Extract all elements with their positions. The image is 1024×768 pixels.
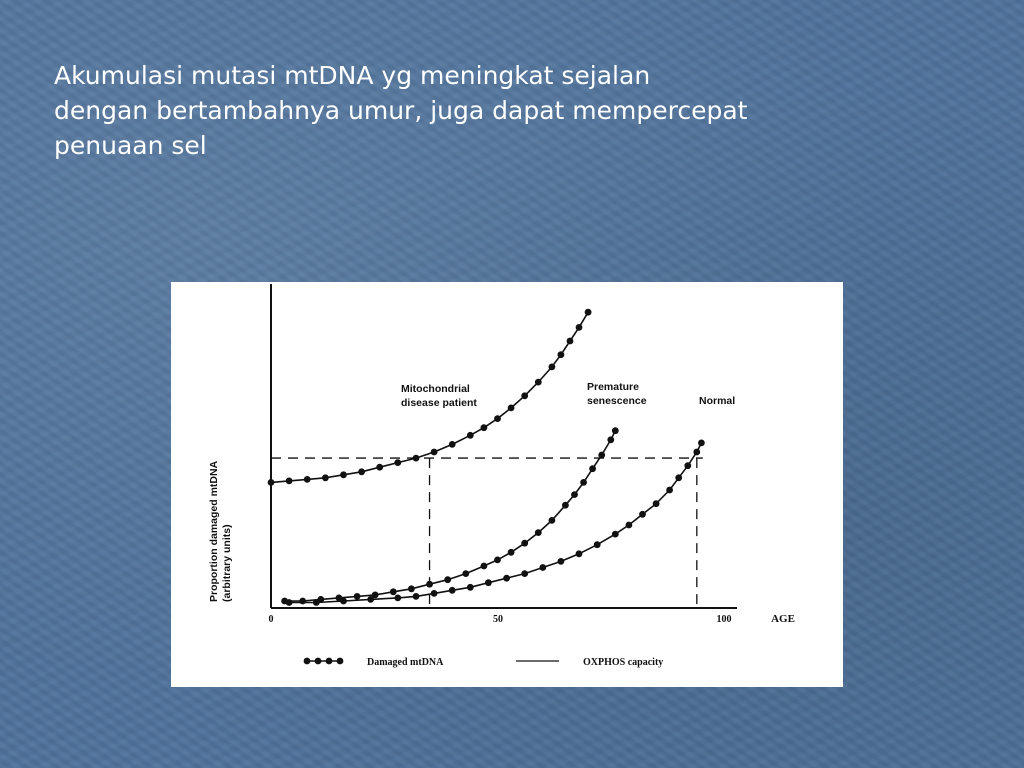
data-point-premature — [612, 427, 619, 434]
data-point-disease — [340, 471, 347, 478]
data-point-disease — [549, 364, 556, 371]
series-label-disease-line-2: disease patient — [401, 397, 477, 409]
data-point-normal — [693, 449, 700, 456]
data-point-disease — [286, 478, 293, 485]
y-axis-label-line-2: (arbitrary units) — [221, 524, 233, 602]
data-point-normal — [286, 599, 293, 606]
data-point-normal — [413, 593, 420, 600]
legend-dot — [315, 658, 322, 665]
data-point-premature — [571, 491, 578, 498]
data-point-disease — [268, 479, 275, 486]
data-point-disease — [358, 468, 365, 475]
series-label-premature-line-1: Premature — [587, 381, 639, 393]
data-point-normal — [684, 462, 691, 469]
data-point-premature — [580, 479, 587, 486]
data-point-premature — [521, 540, 528, 547]
slide-title-line-1: Akumulasi mutasi mtDNA yg meningkat sejalan — [54, 61, 651, 90]
data-point-disease — [431, 449, 438, 456]
x-tick-100: 100 — [716, 614, 732, 625]
data-point-premature — [535, 529, 542, 536]
data-point-disease — [376, 464, 383, 471]
data-point-normal — [626, 522, 633, 529]
series-normal — [286, 440, 705, 606]
data-point-disease — [567, 338, 574, 345]
data-point-normal — [367, 596, 374, 603]
data-point-normal — [639, 511, 646, 518]
data-point-premature — [481, 563, 488, 570]
data-point-normal — [539, 564, 546, 571]
data-point-normal — [653, 500, 660, 507]
data-point-disease — [322, 474, 329, 481]
data-point-normal — [521, 570, 528, 577]
series-label-normal: Normal — [699, 395, 736, 407]
data-point-normal — [485, 579, 492, 586]
data-point-normal — [594, 541, 601, 548]
data-point-premature — [354, 593, 361, 600]
data-point-normal — [340, 598, 347, 605]
data-point-normal — [675, 474, 682, 481]
data-point-premature — [444, 576, 451, 583]
data-point-premature — [426, 581, 433, 588]
data-point-disease — [576, 324, 583, 331]
data-point-premature — [562, 502, 569, 509]
legend-label-oxphos: OXPHOS capacity — [583, 657, 664, 668]
series-premature — [281, 427, 619, 604]
data-point-premature — [299, 598, 306, 605]
data-point-disease — [413, 455, 420, 462]
data-point-premature — [598, 452, 605, 459]
data-point-normal — [449, 587, 456, 594]
data-point-disease — [304, 476, 311, 483]
legend-dot — [326, 658, 333, 665]
data-point-disease — [481, 424, 488, 431]
legend-dotted-line — [304, 658, 344, 665]
data-point-disease — [508, 405, 515, 412]
data-point-premature — [408, 585, 415, 592]
data-point-normal — [612, 531, 619, 538]
x-axis-label: AGE — [771, 613, 795, 625]
series-line-normal — [289, 443, 701, 603]
data-point-disease — [521, 392, 528, 399]
chart-axes — [271, 284, 737, 608]
data-point-disease — [494, 415, 501, 422]
legend-dot — [304, 658, 311, 665]
data-point-normal — [576, 550, 583, 557]
series-line-premature — [285, 431, 616, 601]
data-point-disease — [535, 379, 542, 386]
data-point-normal — [394, 595, 401, 602]
slide-title — [54, 58, 914, 163]
slide-title-line-3: penuaan sel — [54, 131, 207, 160]
legend — [304, 657, 664, 668]
data-point-normal — [698, 440, 705, 447]
data-point-premature — [462, 570, 469, 577]
series-label-premature-line-2: senescence — [587, 395, 647, 407]
data-point-normal — [431, 590, 438, 597]
data-point-premature — [390, 588, 397, 595]
data-point-disease — [394, 459, 401, 466]
data-point-disease — [467, 432, 474, 439]
data-point-normal — [503, 575, 510, 582]
data-point-normal — [467, 584, 474, 591]
series-label-disease-line-1: Mitochondrial — [401, 383, 470, 395]
x-tick-0: 0 — [268, 614, 274, 625]
legend-label-damaged: Damaged mtDNA — [367, 657, 444, 668]
data-point-disease — [449, 441, 456, 448]
chart-figure — [171, 282, 843, 687]
series-layer — [268, 309, 705, 606]
data-point-normal — [313, 599, 320, 606]
x-tick-50: 50 — [493, 614, 503, 625]
legend-dot — [337, 658, 344, 665]
data-point-premature — [494, 557, 501, 564]
chart-svg — [171, 282, 843, 687]
data-point-disease — [585, 309, 592, 316]
y-axis-label-group — [208, 460, 233, 602]
data-point-disease — [558, 351, 565, 358]
slide-title-line-2: dengan bertambahnya umur, juga dapat mempercepat — [54, 96, 748, 125]
data-point-premature — [589, 465, 596, 472]
data-point-premature — [549, 517, 556, 524]
y-axis-label-line-1: Proportion damaged mtDNA — [208, 460, 220, 602]
data-point-normal — [558, 558, 565, 565]
data-point-premature — [508, 549, 515, 556]
data-point-premature — [607, 436, 614, 443]
data-point-normal — [666, 487, 673, 494]
